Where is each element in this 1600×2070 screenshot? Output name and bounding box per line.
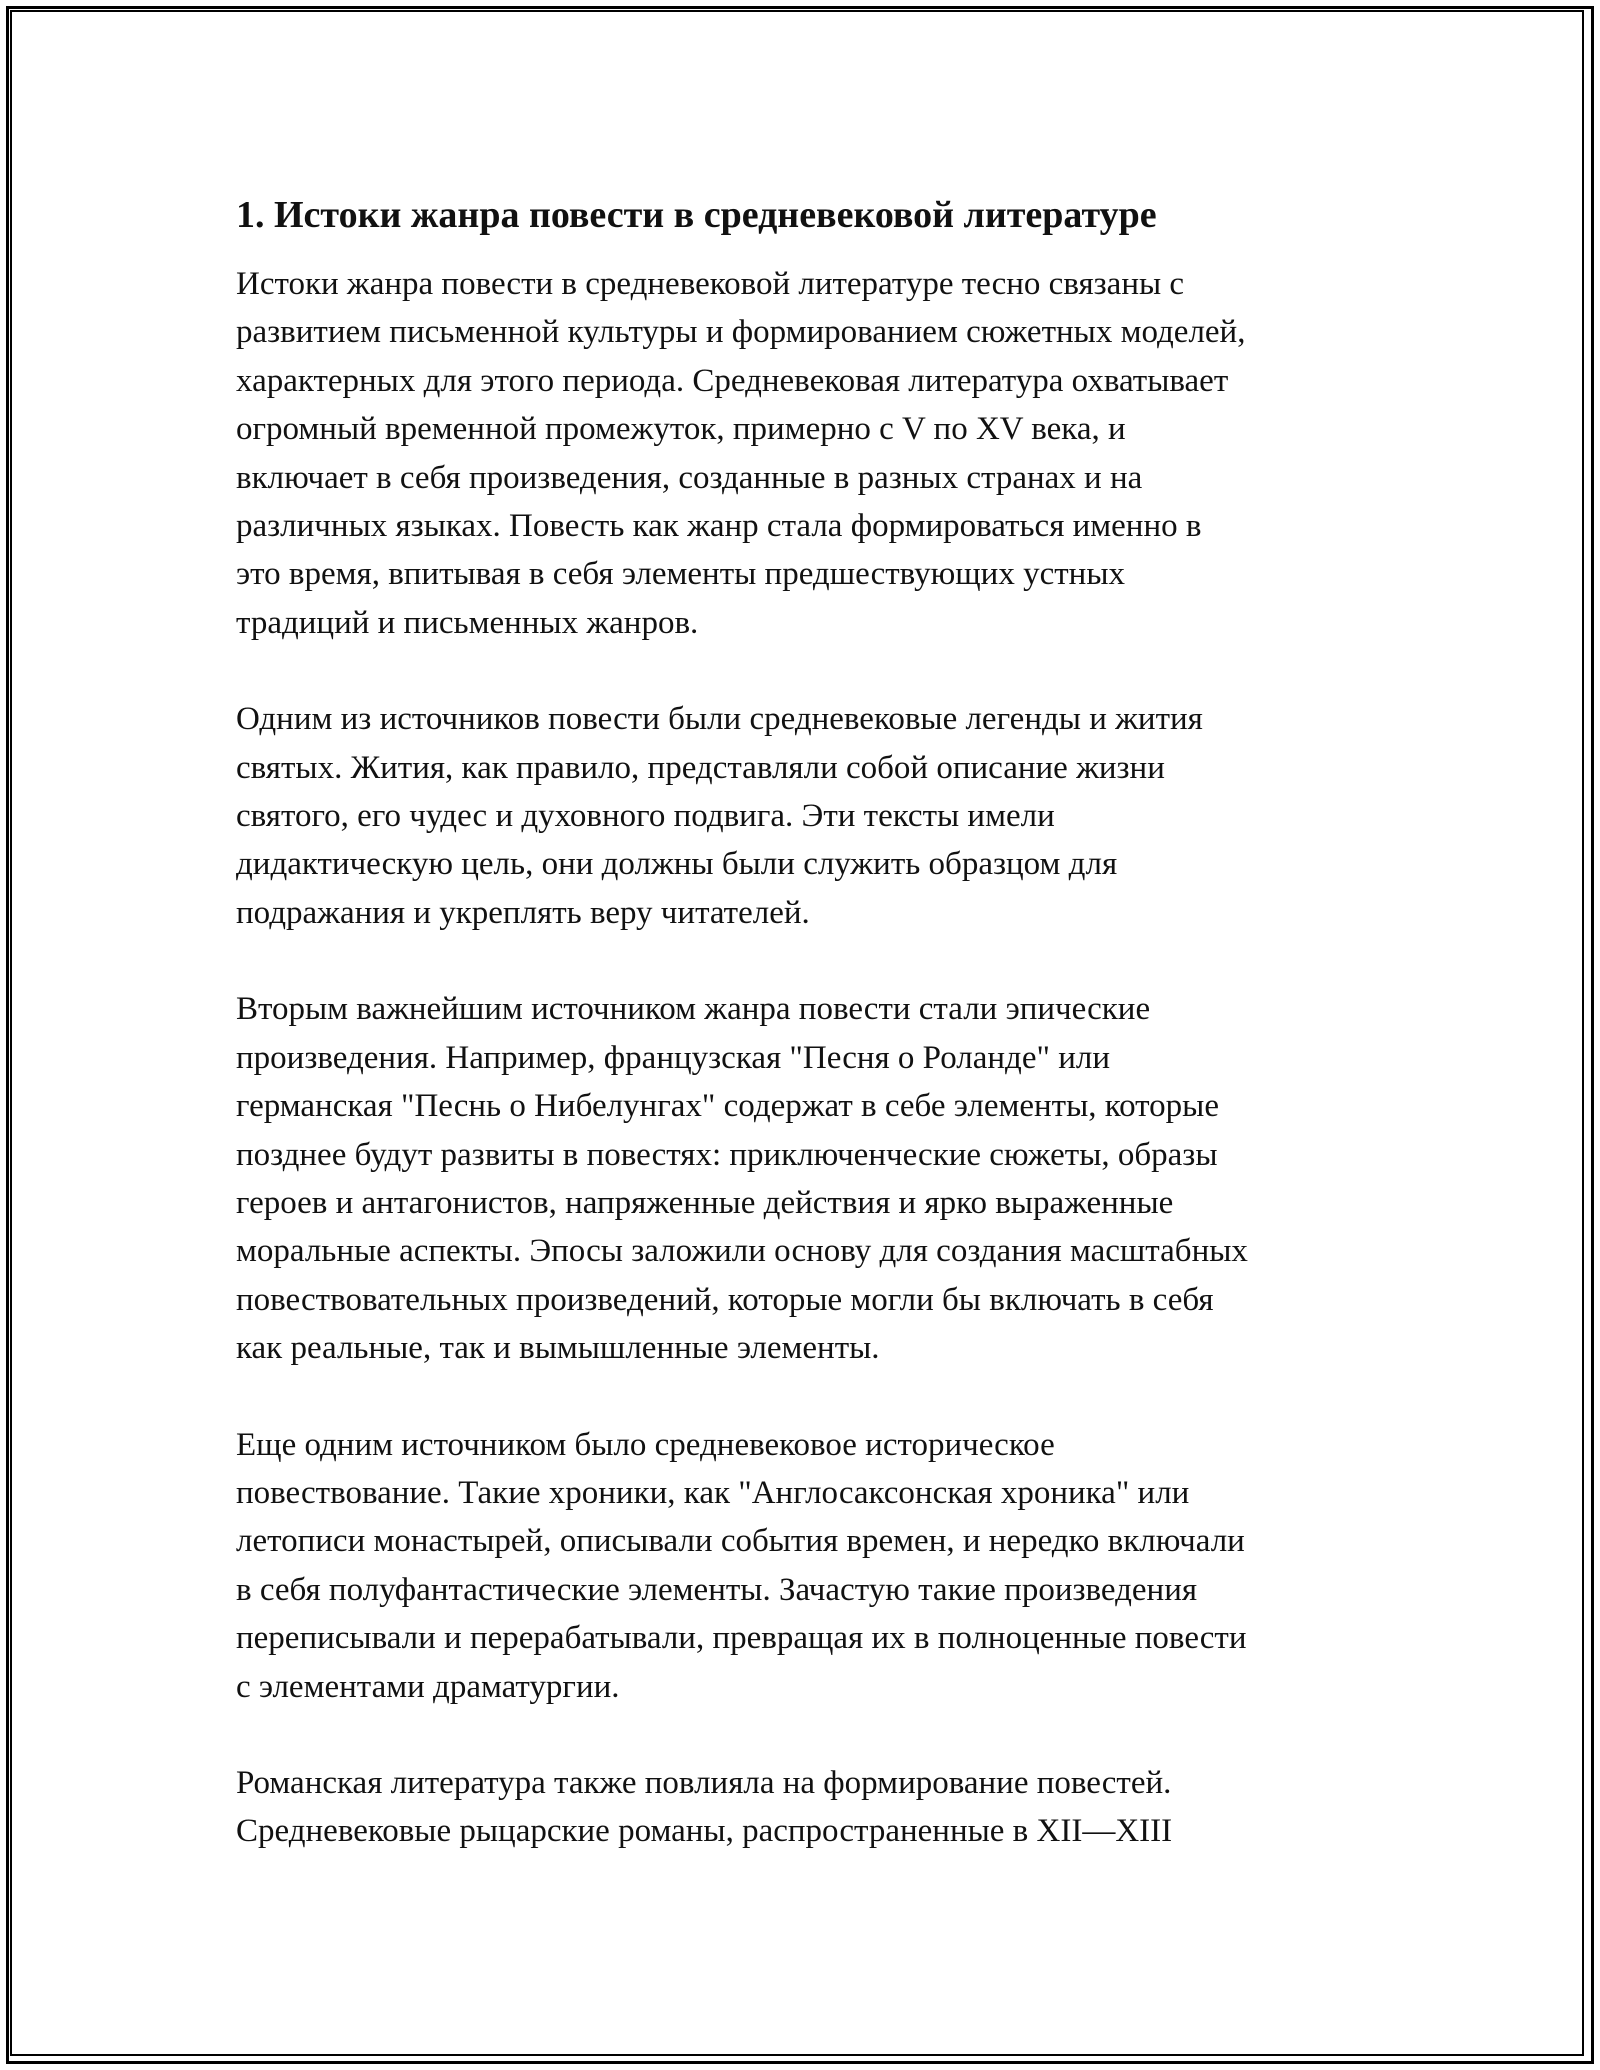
paragraph-line: Еще одним источником было средневековое историческое	[236, 1426, 1055, 1463]
paragraph-line: это время, впитывая в себя элементы предшествующих устных	[236, 556, 1125, 593]
paragraph-line: святого, его чудес и духовного подвига. Эти тексты имели	[236, 798, 1055, 835]
paragraph-line: позднее будут развиты в повестях: приключенческие сюжеты, образы	[236, 1136, 1218, 1173]
paragraph-line: с элементами драматургии.	[236, 1668, 620, 1705]
paragraph-line: Вторым важнейшим источником жанра повести стали эпические	[236, 991, 1151, 1028]
paragraph-line: характерных для этого периода. Средневековая литература охватывает	[236, 362, 1229, 399]
paragraph-line: переписывали и перерабатывали, превращая их в полноценные повести	[236, 1620, 1247, 1657]
paragraph-line: Средневековые рыцарские романы, распространенные в XII—XIII	[236, 1813, 1173, 1850]
paragraph-line: летописи монастырей, описывали события времен, и нередко включали	[236, 1523, 1245, 1560]
paragraph-line: Одним из источников повести были средневековые легенды и жития	[236, 701, 1203, 738]
paragraph-chronicles	[236, 1421, 1376, 1711]
paragraph-line: подражания и укреплять веру читателей.	[236, 894, 810, 931]
paragraph-line: повествование. Такие хроники, как "Англосаксонская хроника" или	[236, 1474, 1190, 1511]
paragraph-legends	[236, 695, 1376, 937]
paragraph-line: святых. Жития, как правило, представляли собой описание жизни	[236, 749, 1165, 786]
paragraph-line: повествовательных произведений, которые могли бы включать в себя	[236, 1281, 1214, 1318]
document-body	[236, 182, 1376, 1856]
paragraph-line: моральные аспекты. Эпосы заложили основу для создания масштабных	[236, 1233, 1248, 1270]
paragraph-line: дидактическую цель, они должны были служить образцом для	[236, 846, 1118, 883]
paragraph-line: Романская литература также повлияла на формирование повестей.	[236, 1764, 1172, 1801]
paragraph-line: развитием письменной культуры и формированием сюжетных моделей,	[236, 314, 1246, 351]
paragraph-line: различных языках. Повесть как жанр стала формироваться именно в	[236, 508, 1202, 545]
paragraph-romance	[236, 1759, 1376, 1856]
paragraph-line: Истоки жанра повести в средневековой литературе тесно связаны с	[236, 266, 1185, 302]
paragraph-line: героев и антагонистов, напряженные действия и ярко выраженные	[236, 1184, 1174, 1221]
paragraph-line: произведения. Например, французская "Песня о Роланде" или	[236, 1039, 1111, 1076]
paragraph-line: традиций и письменных жанров.	[236, 604, 699, 641]
paragraph-epics	[236, 985, 1376, 1372]
paragraph-line: как реальные, так и вымышленные элементы.	[236, 1330, 880, 1367]
paragraph-line: в себя полуфантастические элементы. Зачастую такие произведения	[236, 1571, 1198, 1608]
section-heading: 1. Истоки жанра повести в средневековой литературе	[236, 194, 1157, 236]
paragraph-line: огромный временной промежуток, примерно с V по XV века, и	[236, 411, 1126, 448]
paragraph-origins	[236, 260, 1376, 647]
paragraph-line: германская "Песнь о Нибелунгах" содержат в себе элементы, которые	[236, 1088, 1219, 1125]
paragraph-line: включает в себя произведения, созданные в разных странах и на	[236, 459, 1143, 496]
